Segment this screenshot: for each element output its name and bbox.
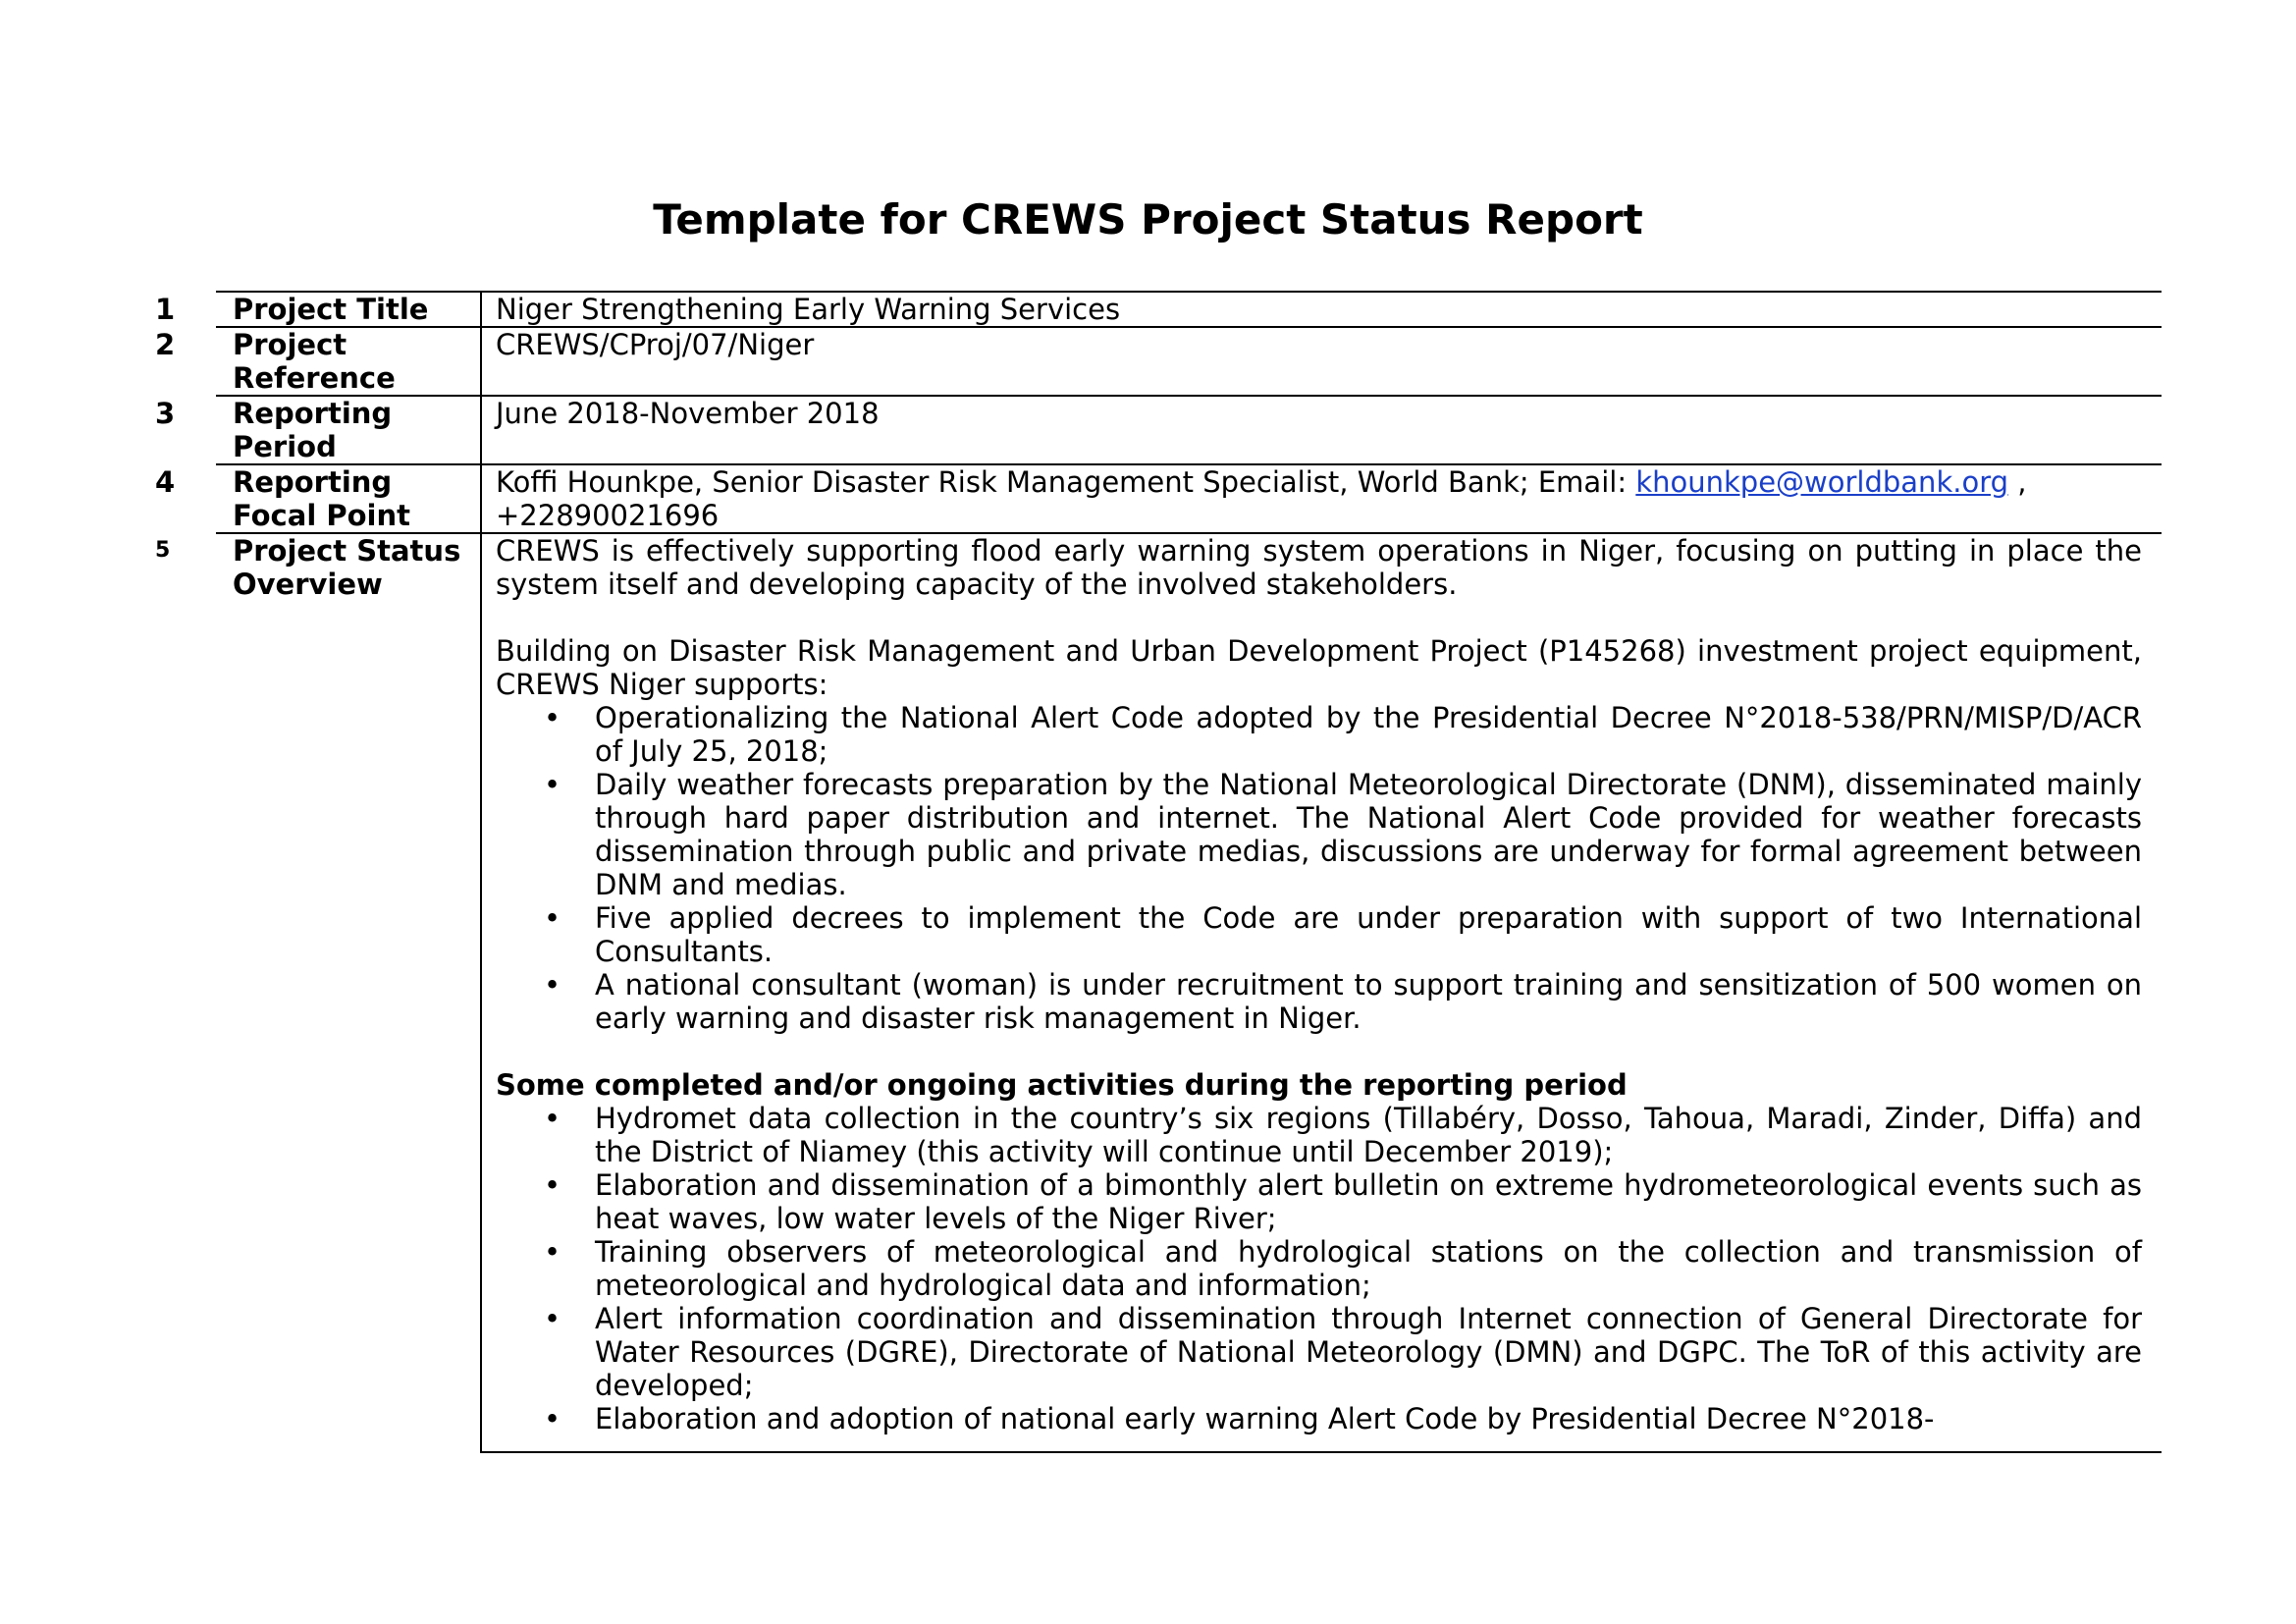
row-number: 5 — [155, 538, 171, 563]
row-number: 1 — [155, 293, 176, 326]
row-label: Reporting Focal Point — [216, 464, 481, 533]
document-title: Template for CREWS Project Status Report — [653, 195, 1643, 244]
list-item: • Elaboration and dissemination of a bimonthly alert bulletin on extreme hydrometeorological events such as heat waves, low water levels of the Niger River; — [544, 1168, 2142, 1235]
table-row — [147, 327, 2162, 396]
row-number: 3 — [155, 397, 176, 430]
bullet-icon: • — [544, 901, 561, 935]
row-label: Reporting Period — [216, 396, 481, 464]
bullet-icon: • — [544, 701, 561, 734]
list-item: • Elaboration and adoption of national early warning Alert Code by Presidential Decree N°2018- — [544, 1402, 1935, 1435]
bullet-icon: • — [544, 1168, 561, 1202]
list-item: • Hydromet data collection in the country’s six regions (Tillabéry, Dosso, Tahoua, Maradi, Zinder, Diffa) and the District of Niamey (this activity will continue until December 2019); — [544, 1102, 2142, 1168]
list-item: • Operationalizing the National Alert Code adopted by the Presidential Decree N°2018-538/PRN/MISP/D/ACR of July 25, 2018; — [544, 701, 2142, 768]
bullet-icon: • — [544, 1402, 561, 1435]
activities-list — [496, 1102, 2142, 1435]
status-overview-value — [481, 533, 2162, 1452]
row-label: Project Status Overview — [216, 533, 481, 1452]
project-title-value: Niger Strengthening Early Warning Services — [481, 292, 2162, 327]
supports-list — [496, 701, 2142, 1035]
list-item: • Daily weather forecasts preparation by the National Meteorological Directorate (DNM), disseminated mainly through hard paper distribution and internet. The National Alert Code provided for weather forecasts dissemination through public and private medias, discussions are underway for formal agreement between DNM and medias. — [544, 768, 2142, 901]
row-number: 4 — [155, 465, 176, 499]
row-number: 2 — [155, 328, 176, 361]
list-item: • A national consultant (woman) is under recruitment to support training and sensitization of 500 women on early warning and disaster risk management in Niger. — [544, 968, 2142, 1035]
focal-point-separator: , — [2017, 465, 2027, 499]
bullet-icon: • — [544, 1235, 561, 1269]
reporting-period-value: June 2018-November 2018 — [481, 396, 2162, 464]
table-row — [147, 464, 2162, 533]
bullet-icon: • — [544, 768, 561, 801]
list-item: • Five applied decrees to implement the Code are under preparation with support of two International Consultants. — [544, 901, 2142, 968]
email-link[interactable]: khounkpe@worldbank.org — [1635, 465, 2009, 499]
focal-point-value — [481, 464, 2162, 533]
table-row — [147, 396, 2162, 464]
bullet-icon: • — [544, 1302, 561, 1335]
focal-point-text: Koffi Hounkpe, Senior Disaster Risk Management Specialist, World Bank; Email: — [496, 465, 1628, 499]
row-label: Project Reference — [216, 327, 481, 396]
focal-point-phone: +22890021696 — [496, 499, 720, 532]
list-item: • Training observers of meteorological and hydrological stations on the collection and transmission of meteorological and hydrological data and information; — [544, 1235, 2142, 1302]
status-report-table — [147, 291, 2162, 1453]
list-item: • Alert information coordination and dissemination through Internet connection of General Directorate for Water Resources (DGRE), Directorate of National Meteorology (DMN) and DGPC. The ToR of this activity are developed; — [544, 1302, 2142, 1402]
bullet-icon: • — [544, 968, 561, 1001]
table-row — [147, 533, 2162, 1452]
project-reference-value: CREWS/CProj/07/Niger — [481, 327, 2162, 396]
status-building: Building on Disaster Risk Management and Urban Development Project (P145268) investment project equipment, CREWS Niger supports: — [496, 634, 2142, 701]
activities-heading: Some completed and/or ongoing activities during the reporting period — [496, 1068, 1628, 1102]
table-row — [147, 292, 2162, 327]
bullet-icon: • — [544, 1102, 561, 1135]
row-label: Project Title — [216, 292, 481, 327]
status-intro: CREWS is effectively supporting flood early warning system operations in Niger, focusing on putting in place the system itself and developing capacity of the involved stakeholders. — [496, 534, 2142, 601]
